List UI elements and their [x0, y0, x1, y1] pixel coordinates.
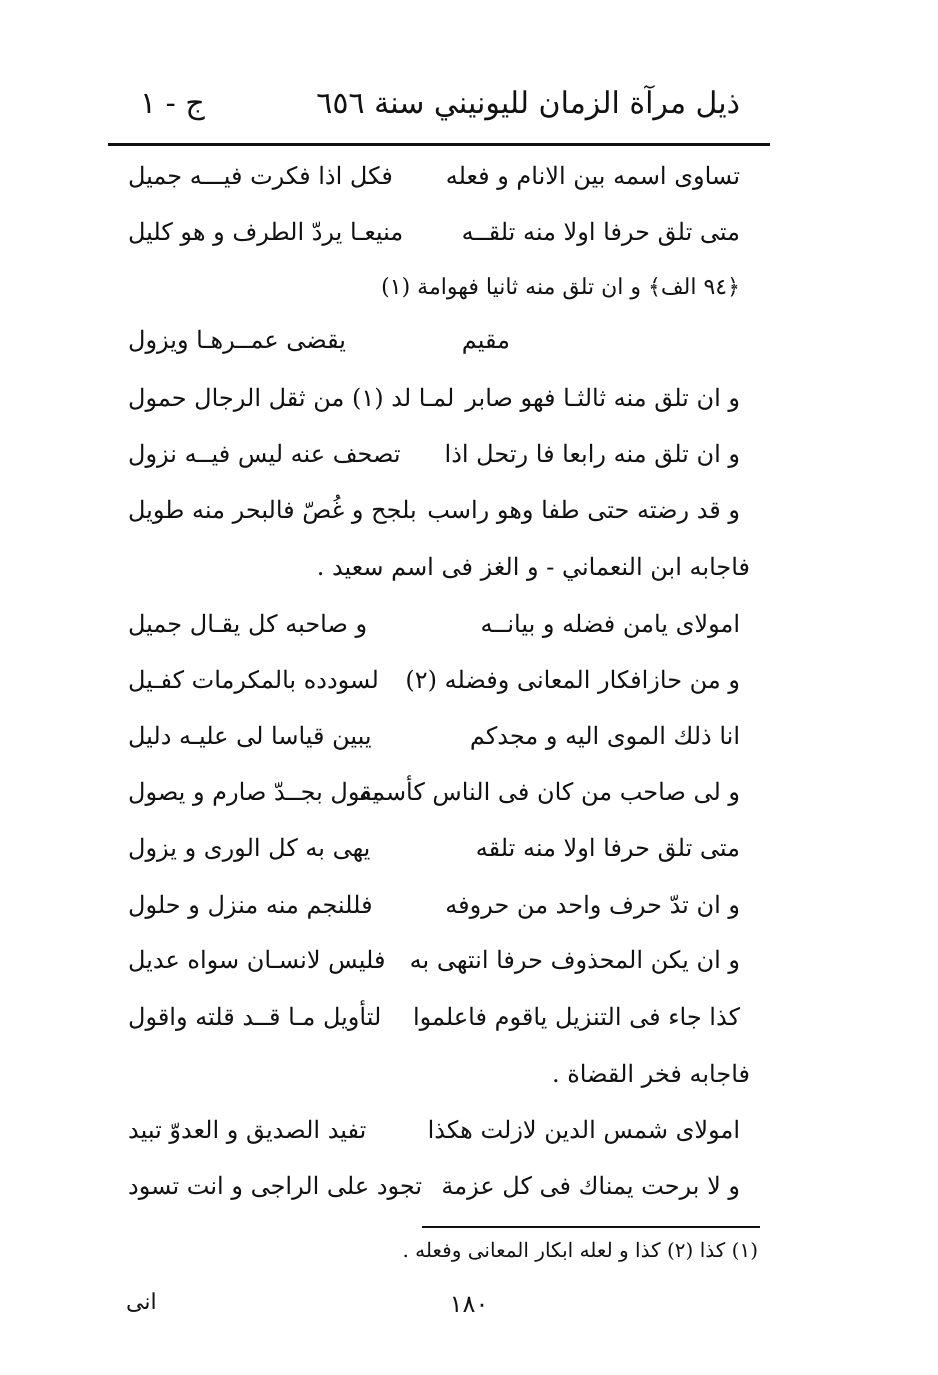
- verse-line: [128, 946, 740, 996]
- verse-first-hemistich: متى تلق حرفا اولا منه تلقه: [475, 834, 740, 862]
- verse-line: [128, 722, 740, 772]
- verse-first-hemistich: و ان يكن المحذوف حرفا انتهى به: [409, 946, 740, 974]
- verse-line: [128, 218, 740, 268]
- verse-line: [128, 1003, 740, 1053]
- prose-text: فاجابه ابن النعماني - و الغز فى اسم سعيد .: [316, 553, 750, 581]
- verse-second-hemistich: يبين قياسا لى عليـه دليل: [128, 722, 372, 750]
- verse-line: [128, 1172, 740, 1222]
- verse-second-hemistich: فليس لانسـان سواه عديل: [128, 946, 386, 974]
- verse-second-hemistich: تفيد الصديق و العدوّ تبيد: [128, 1116, 367, 1144]
- verse-first-hemistich: امولاى يامن فضله و بيانــه: [480, 610, 740, 638]
- volume-label: ج - ١: [140, 86, 205, 121]
- prose-line: [128, 553, 750, 603]
- verse-second-hemistich: تجود على الراجى و انت تسود: [128, 1172, 423, 1200]
- verse-line: [128, 610, 740, 660]
- footnote-rule: [422, 1226, 760, 1228]
- verse-second-hemistich: منيعـا يردّ الطرف و هو كليل: [128, 218, 404, 246]
- verse-line: [128, 326, 740, 376]
- verse-second-hemistich: و صاحبه كل يقـال جميل: [128, 610, 368, 638]
- verse-line: [128, 778, 740, 828]
- header-title: ذيل مرآة الزمان لليونيني سنة ٦٥٦: [316, 86, 740, 121]
- verse-first-hemistich: امولاى شمس الدين لازلت هكذا: [427, 1116, 740, 1144]
- header-rule: [108, 143, 770, 146]
- prose-line: [128, 1060, 750, 1110]
- verse-second-hemistich: يقول بجــدّ صارم و يصول: [128, 778, 380, 806]
- verse-line: [128, 162, 740, 212]
- verse-first-hemistich: مقيم: [461, 326, 510, 354]
- verse-line: [128, 666, 740, 716]
- verse-first-hemistich: تساوى اسمه بين الانام و فعله: [445, 162, 740, 190]
- verse-line: [128, 384, 740, 434]
- verse-first-hemistich: و لا برحت يمناك فى كل عزمة: [441, 1172, 740, 1200]
- verse-line: [128, 1116, 740, 1166]
- verse-second-hemistich: تصحف عنه ليس فيــه نزول: [128, 440, 401, 468]
- verse-first-hemistich: و ان تلق منه رابعا فا رتحل اذا: [444, 440, 740, 468]
- verse-first-hemistich: كذا جاء فى التنزيل ياقوم فاعلموا: [412, 1003, 740, 1031]
- verse-first-hemistich: و قد رضته حتى طفا وهو راسب: [427, 496, 740, 524]
- verse-second-hemistich: فكل اذا فكرت فيـــه جميل: [128, 162, 393, 190]
- verse-first-hemistich: و ان تلق منه ثالثـا فهو صابر: [465, 384, 740, 412]
- running-header: [130, 86, 740, 136]
- verse-first-hemistich: و ان تدّ حرف واحد من حروفه: [445, 891, 740, 919]
- verse-second-hemistich: يقضى عمــرهـا ويزول: [128, 326, 346, 354]
- verse-second-hemistich: لسودده بالمكرمات كفـيل: [128, 666, 379, 694]
- verse-second-hemistich: فللنجم منه منزل و حلول: [128, 891, 373, 919]
- verse-second-hemistich: يهى به كل الورى و يزول: [128, 834, 371, 862]
- verse-first-hemistich: متى تلق حرفا اولا منه تلقــه: [461, 218, 740, 246]
- verse-first-hemistich: و لى صاحب من كان فى الناس كأسمه: [359, 778, 740, 806]
- prose-text: فاجابه فخر القضاة .: [551, 1060, 750, 1088]
- verse-second-hemistich: بلجح و غُصّ فالبحر منه طويل: [128, 496, 417, 524]
- signature-mark: انى: [126, 1290, 157, 1315]
- page-number: ١٨٠: [449, 1290, 489, 1318]
- verse-first-hemistich: انا ذلك الموى اليه و مجدكم: [469, 722, 740, 750]
- verse-second-hemistich: لمـا لد (١) من ثقل الرجال حمول: [128, 384, 455, 412]
- verse-second-hemistich: لتأويل مـا قــد قلته واقول: [128, 1003, 382, 1031]
- footnote: (١) كذا (٢) كذا و لعله ابكار المعانى وفعله .: [402, 1238, 758, 1262]
- verse-line: [128, 496, 740, 546]
- verse-line: [128, 834, 740, 884]
- verse-line: [128, 891, 740, 941]
- verse-first-hemistich: و من حازافكار المعانى وفضله (٢): [405, 666, 740, 694]
- prose-line: [128, 275, 740, 325]
- prose-text: ﴿٩٤ الف﴾ و ان تلق منه ثانيا فهوامة (١): [381, 275, 740, 300]
- verse-line: [128, 440, 740, 490]
